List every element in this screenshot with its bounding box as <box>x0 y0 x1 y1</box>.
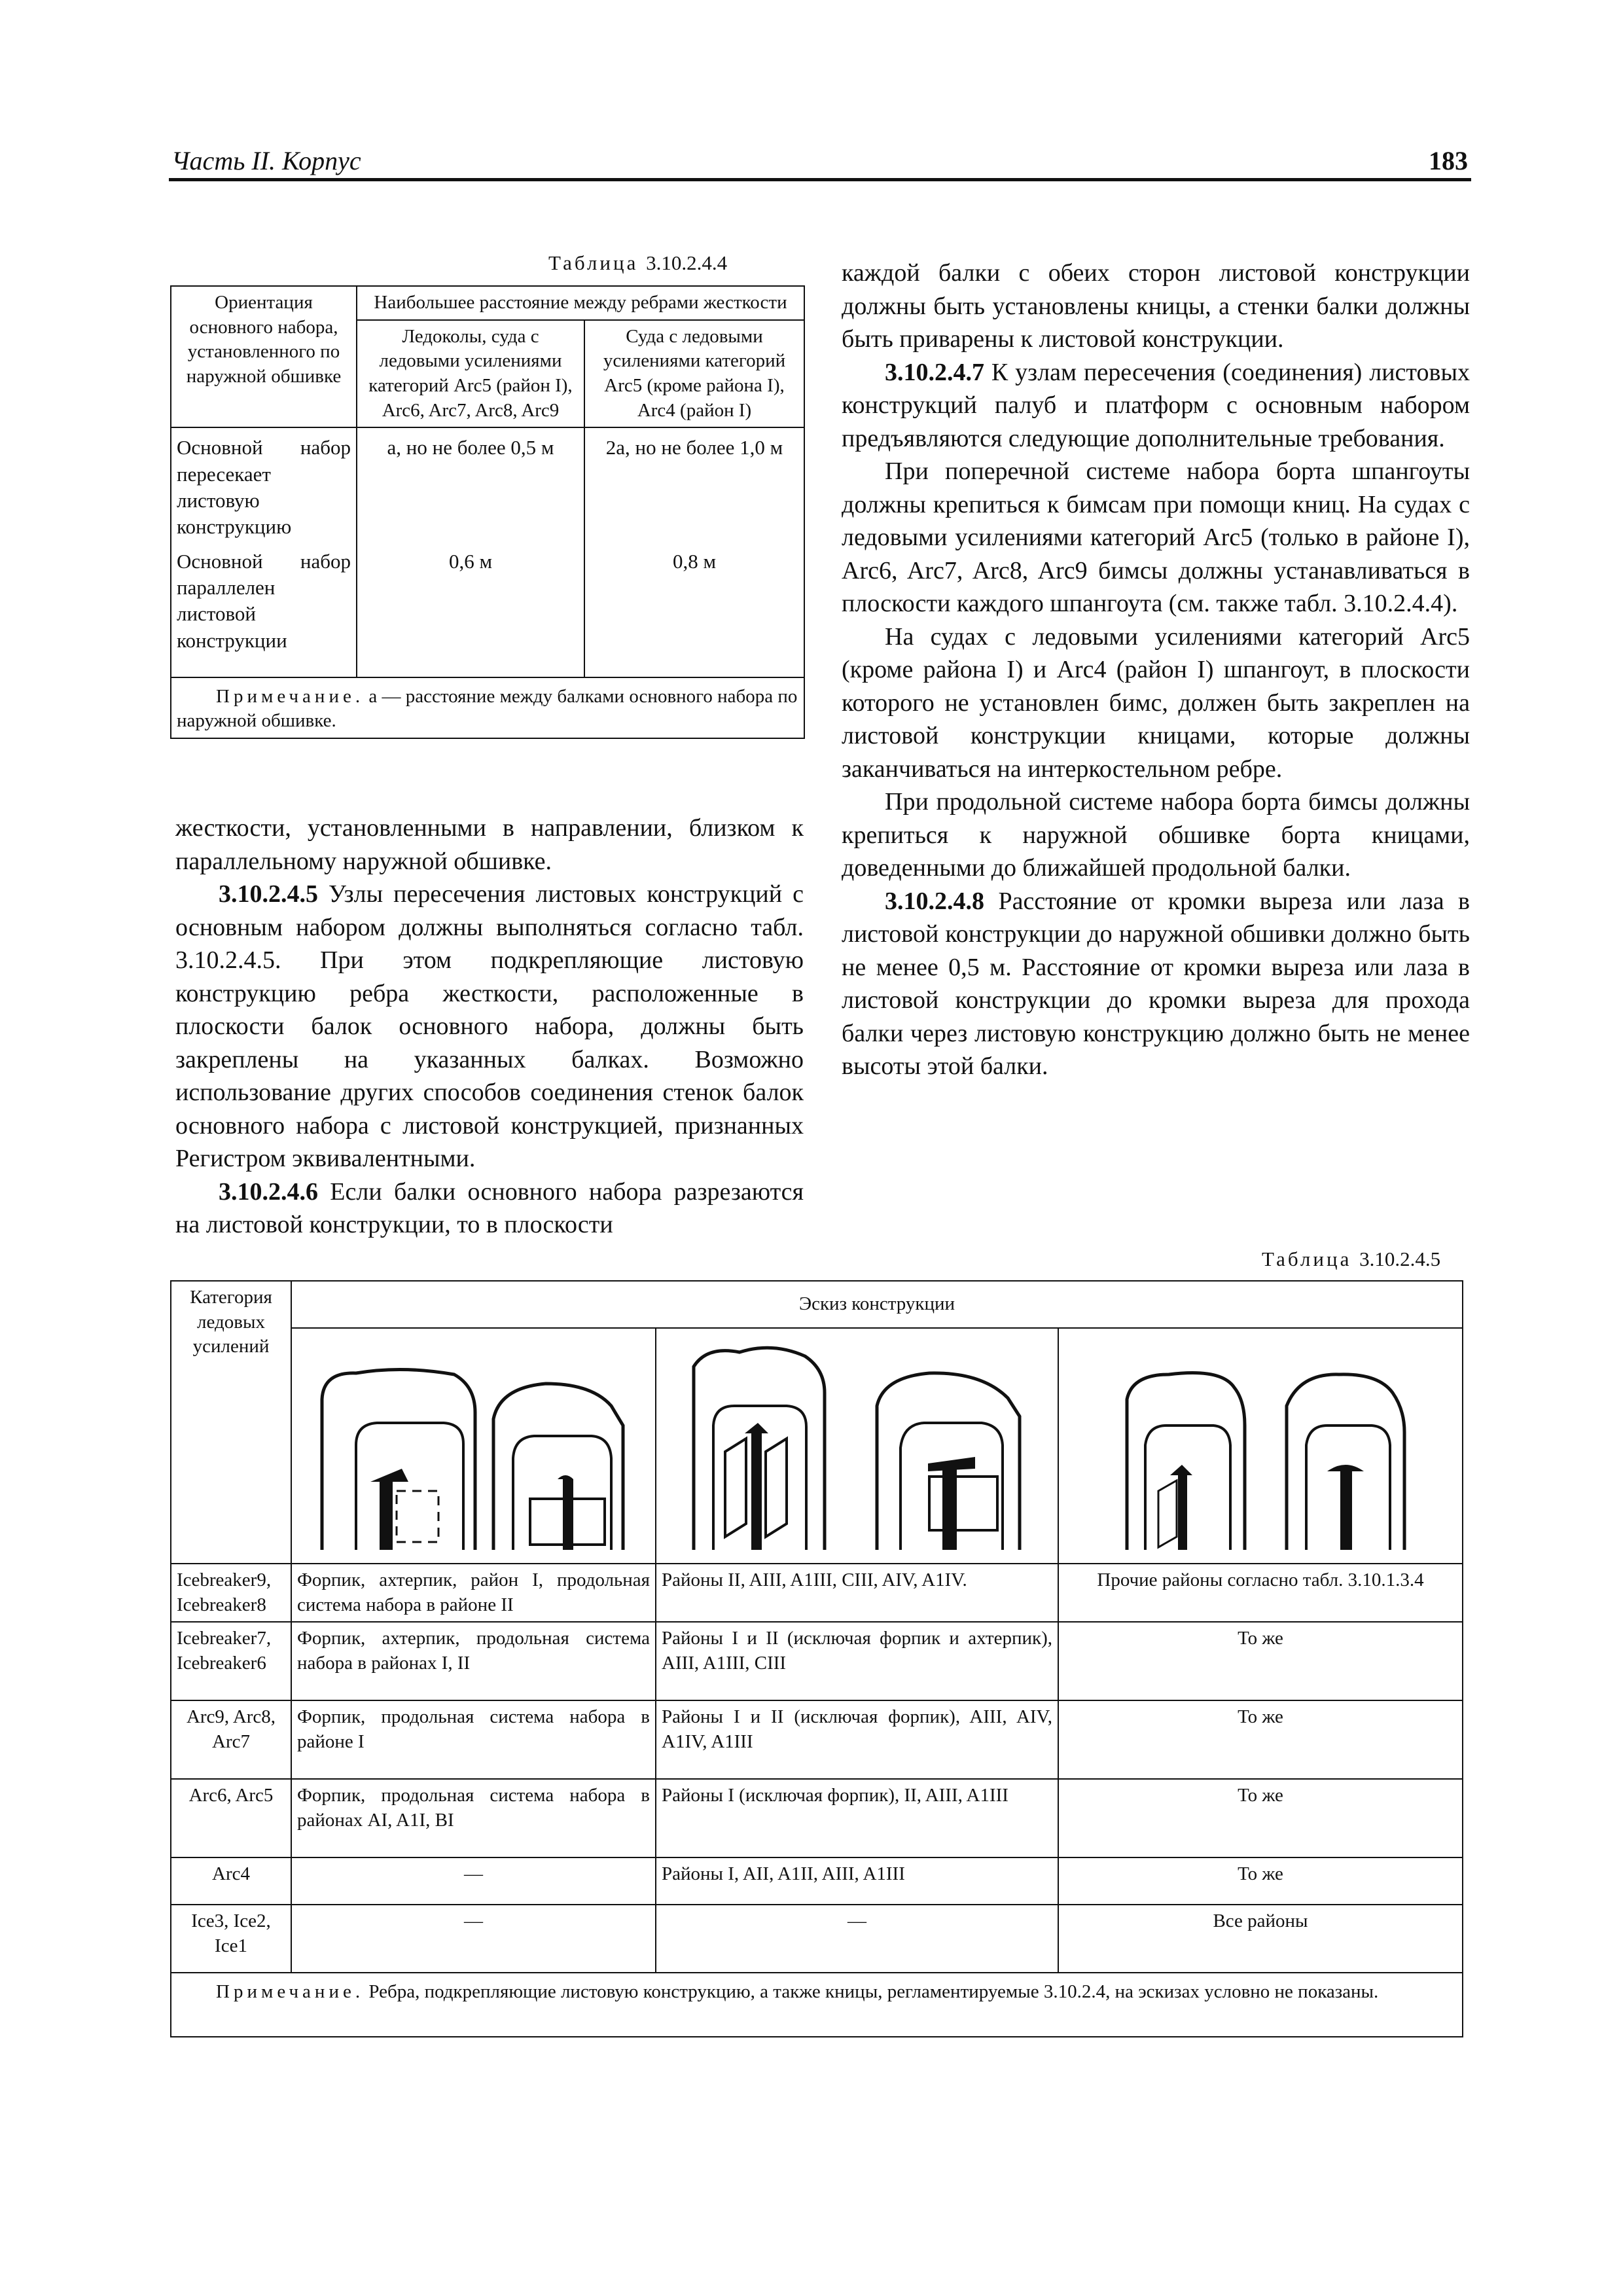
table-345-row6-c3: Все районы <box>1058 1905 1463 1973</box>
clause-text-3-10-2-4-8: Расстояние от кромки выреза или лаза в листовой конструкции до наружной обшивки должно быть не менее 0,5 м. Расстояние от кромки выреза или лаза в листовой конструкции до кромки выреза для прохода балки через листовую конструкцию должно быть не менее высоты этой балки. <box>842 887 1470 1080</box>
table-345-caption-number: 3.10.2.4.5 <box>1359 1247 1441 1270</box>
table-344-row2-icebreakers: 0,6 м <box>357 545 584 677</box>
construction-sketch-2 <box>668 1340 1047 1556</box>
table-345-row3-c3: То же <box>1058 1700 1463 1779</box>
table-344 <box>170 285 805 739</box>
table-344-row2-ships: 0,8 м <box>584 545 804 677</box>
sketch-cell-3 <box>1058 1328 1463 1564</box>
table-344-note-text: a — расстояние между балками основного набора по наружной обшивке. <box>177 685 798 732</box>
table-344-caption-label: Таблица <box>548 251 639 274</box>
paragraph-arc5-arc4: На судах с ледовыми усилениями категорий Arc5 (кроме района I) и Arc4 (район I) шпангоут, в плоскости которого не установлен бимс, должен быть закреплен на листовой конструкции кницами, которые должны заканчиваться на интеркостельном ребре. <box>842 622 1470 783</box>
table-345-row3-category: Arc9, Arc8, Arc7 <box>171 1700 291 1779</box>
table-345-row5-c1: — <box>291 1857 656 1905</box>
table-345-note-text: Ребра, подкрепляющие листовую конструкцию, а также кницы, регламентируемые 3.10.2.4, на эскизах условно не показаны. <box>368 1981 1379 2003</box>
table-345-row5-c3: То же <box>1058 1857 1463 1905</box>
table-345-row1-c3: Прочие районы согласно табл. 3.10.1.3.4 <box>1058 1564 1463 1622</box>
sketch-cell-2 <box>656 1328 1058 1564</box>
sketch-cell-1 <box>291 1328 656 1564</box>
table-345-head-sketch: Эскиз конструкции <box>291 1281 1463 1328</box>
construction-sketch-3 <box>1090 1360 1431 1556</box>
table-345-row4-c3: То же <box>1058 1779 1463 1857</box>
clause-text-3-10-2-4-6: Если балки основного набора разрезаются на листовой конструкции, то в плоскости <box>175 1177 804 1238</box>
table-345-row2-category: Icebreaker7, Icebreaker6 <box>171 1622 291 1700</box>
table-345-row2-c3: То же <box>1058 1622 1463 1700</box>
table-345-caption <box>1262 1247 1440 1271</box>
table-345-row4-c2: Районы I (исключая форпик), II, AIII, A1III <box>656 1779 1058 1857</box>
paragraph-continuation: жесткости, установленными в направлении, близком к параллельному наружной обшивке. <box>175 814 804 875</box>
left-column-text <box>175 812 804 1242</box>
table-344-row1-icebreakers: a, но не более 0,5 м <box>357 427 584 544</box>
running-header-title: Часть II. Корпус <box>171 146 361 175</box>
table-344-row1-orientation: Основной набор пересекает листовую конструкцию <box>171 427 357 544</box>
table-345-row4-c1: Форпик, продольная система набора в районах AI, A1I, BI <box>291 1779 656 1857</box>
right-column-text <box>842 257 1470 1083</box>
table-345-row6-c1: — <box>291 1905 656 1973</box>
clause-number-3-10-2-4-7: 3.10.2.4.7 <box>885 358 984 386</box>
paragraph-transverse-framing: При поперечной системе набора борта шпангоуты должны крепиться к бимсам при помощи книц. На судах с ледовыми усилениями категорий Arc5 (только в районе I), Arc6, Arc7, Arc8, Arc9 бимсы должны устанавливаться в плоскости каждого шпангоута (см. также табл. 3.10.2.4.4). <box>842 457 1470 617</box>
clause-number-3-10-2-4-6: 3.10.2.4.6 <box>219 1177 318 1206</box>
clause-text-3-10-2-4-7: К узлам пересечения (соединения) листовых конструкций палуб и платформ с основным набором предъявляются следующие дополнительные требования. <box>842 358 1470 452</box>
table-345-note-label: Примечание. <box>216 1981 365 2003</box>
clause-number-3-10-2-4-8: 3.10.2.4.8 <box>885 887 984 915</box>
clause-number-3-10-2-4-5: 3.10.2.4.5 <box>219 880 318 908</box>
paragraph-continuation-right: каждой балки с обеих сторон листовой конструкции должны быть установлены кницы, а стенки балки должны быть приварены к листовой конструкции. <box>842 259 1470 353</box>
table-345-note <box>171 1973 1463 2037</box>
table-345-row1-category: Icebreaker9, Icebreaker8 <box>171 1564 291 1622</box>
construction-sketch-1 <box>304 1360 644 1556</box>
table-344-note-label: Примечание. <box>216 685 365 707</box>
table-345-row1-c2: Районы II, AIII, A1III, CIII, AIV, A1IV. <box>656 1564 1058 1622</box>
table-345-row1-c1: Форпик, ахтерпик, район I, продольная система набора в районе II <box>291 1564 656 1622</box>
table-345-row4-category: Arc6, Arc5 <box>171 1779 291 1857</box>
table-345-row3-c1: Форпик, продольная система набора в районе I <box>291 1700 656 1779</box>
table-345-row2-c1: Форпик, ахтерпик, продольная система набора в районах I, II <box>291 1622 656 1700</box>
table-344-head-icebreakers: Ледоколы, суда с ледовыми усилениями категорий Arc5 (район I), Arc6, Arc7, Arc8, Arc9 <box>357 320 584 428</box>
table-345-row2-c2: Районы I и II (исключая форпик и ахтерпик), AIII, A1III, CIII <box>656 1622 1058 1700</box>
clause-text-3-10-2-4-5: Узлы пересечения листовых конструкций с основным набором должны выполняться согласно табл. 3.10.2.4.5. При этом подкрепляющие листовую конструкцию ребра жесткости, расположенные в плоскости балок основного набора, должны быть закреплены на указанных балках. Возможно использование других способов соединения стенок балок основного набора с листовой конструкцией, признанных Регистром эквивалентными. <box>175 880 804 1172</box>
table-344-caption <box>548 251 727 275</box>
table-345-row6-category: Ice3, Ice2, Ice1 <box>171 1905 291 1973</box>
table-344-row1-ships: 2a, но не более 1,0 м <box>584 427 804 544</box>
table-345-row5-c2: Районы I, AII, A1II, AIII, A1III <box>656 1857 1058 1905</box>
paragraph-longitudinal-framing: При продольной системе набора борта бимсы должны крепиться к наружной обшивке борта кницами, доведенными до ближайшей продольной балки. <box>842 788 1470 882</box>
header-rule <box>169 178 1471 181</box>
table-344-row2-orientation: Основной набор параллелен листовой конструкции <box>171 545 357 677</box>
page-number: 183 <box>1429 146 1468 175</box>
table-344-caption-number: 3.10.2.4.4 <box>646 251 728 274</box>
table-344-note <box>171 677 804 738</box>
table-345-row3-c2: Районы I и II (исключая форпик), AIII, AIV, A1IV, A1III <box>656 1700 1058 1779</box>
table-344-head-max-distance: Наибольшее расстояние между ребрами жесткости <box>357 286 804 320</box>
table-344-head-ships: Суда с ледовыми усилениями категорий Arc5 (кроме района I), Arc4 (район I) <box>584 320 804 428</box>
table-344-head-orientation: Ориентация основного набора, установленного по наружной обшивке <box>171 286 357 427</box>
table-345-caption-label: Таблица <box>1262 1247 1352 1270</box>
table-345 <box>170 1280 1463 2037</box>
table-345-head-category: Категория ледовых усилений <box>171 1281 291 1564</box>
table-345-row5-category: Arc4 <box>171 1857 291 1905</box>
table-345-row6-c2: — <box>656 1905 1058 1973</box>
